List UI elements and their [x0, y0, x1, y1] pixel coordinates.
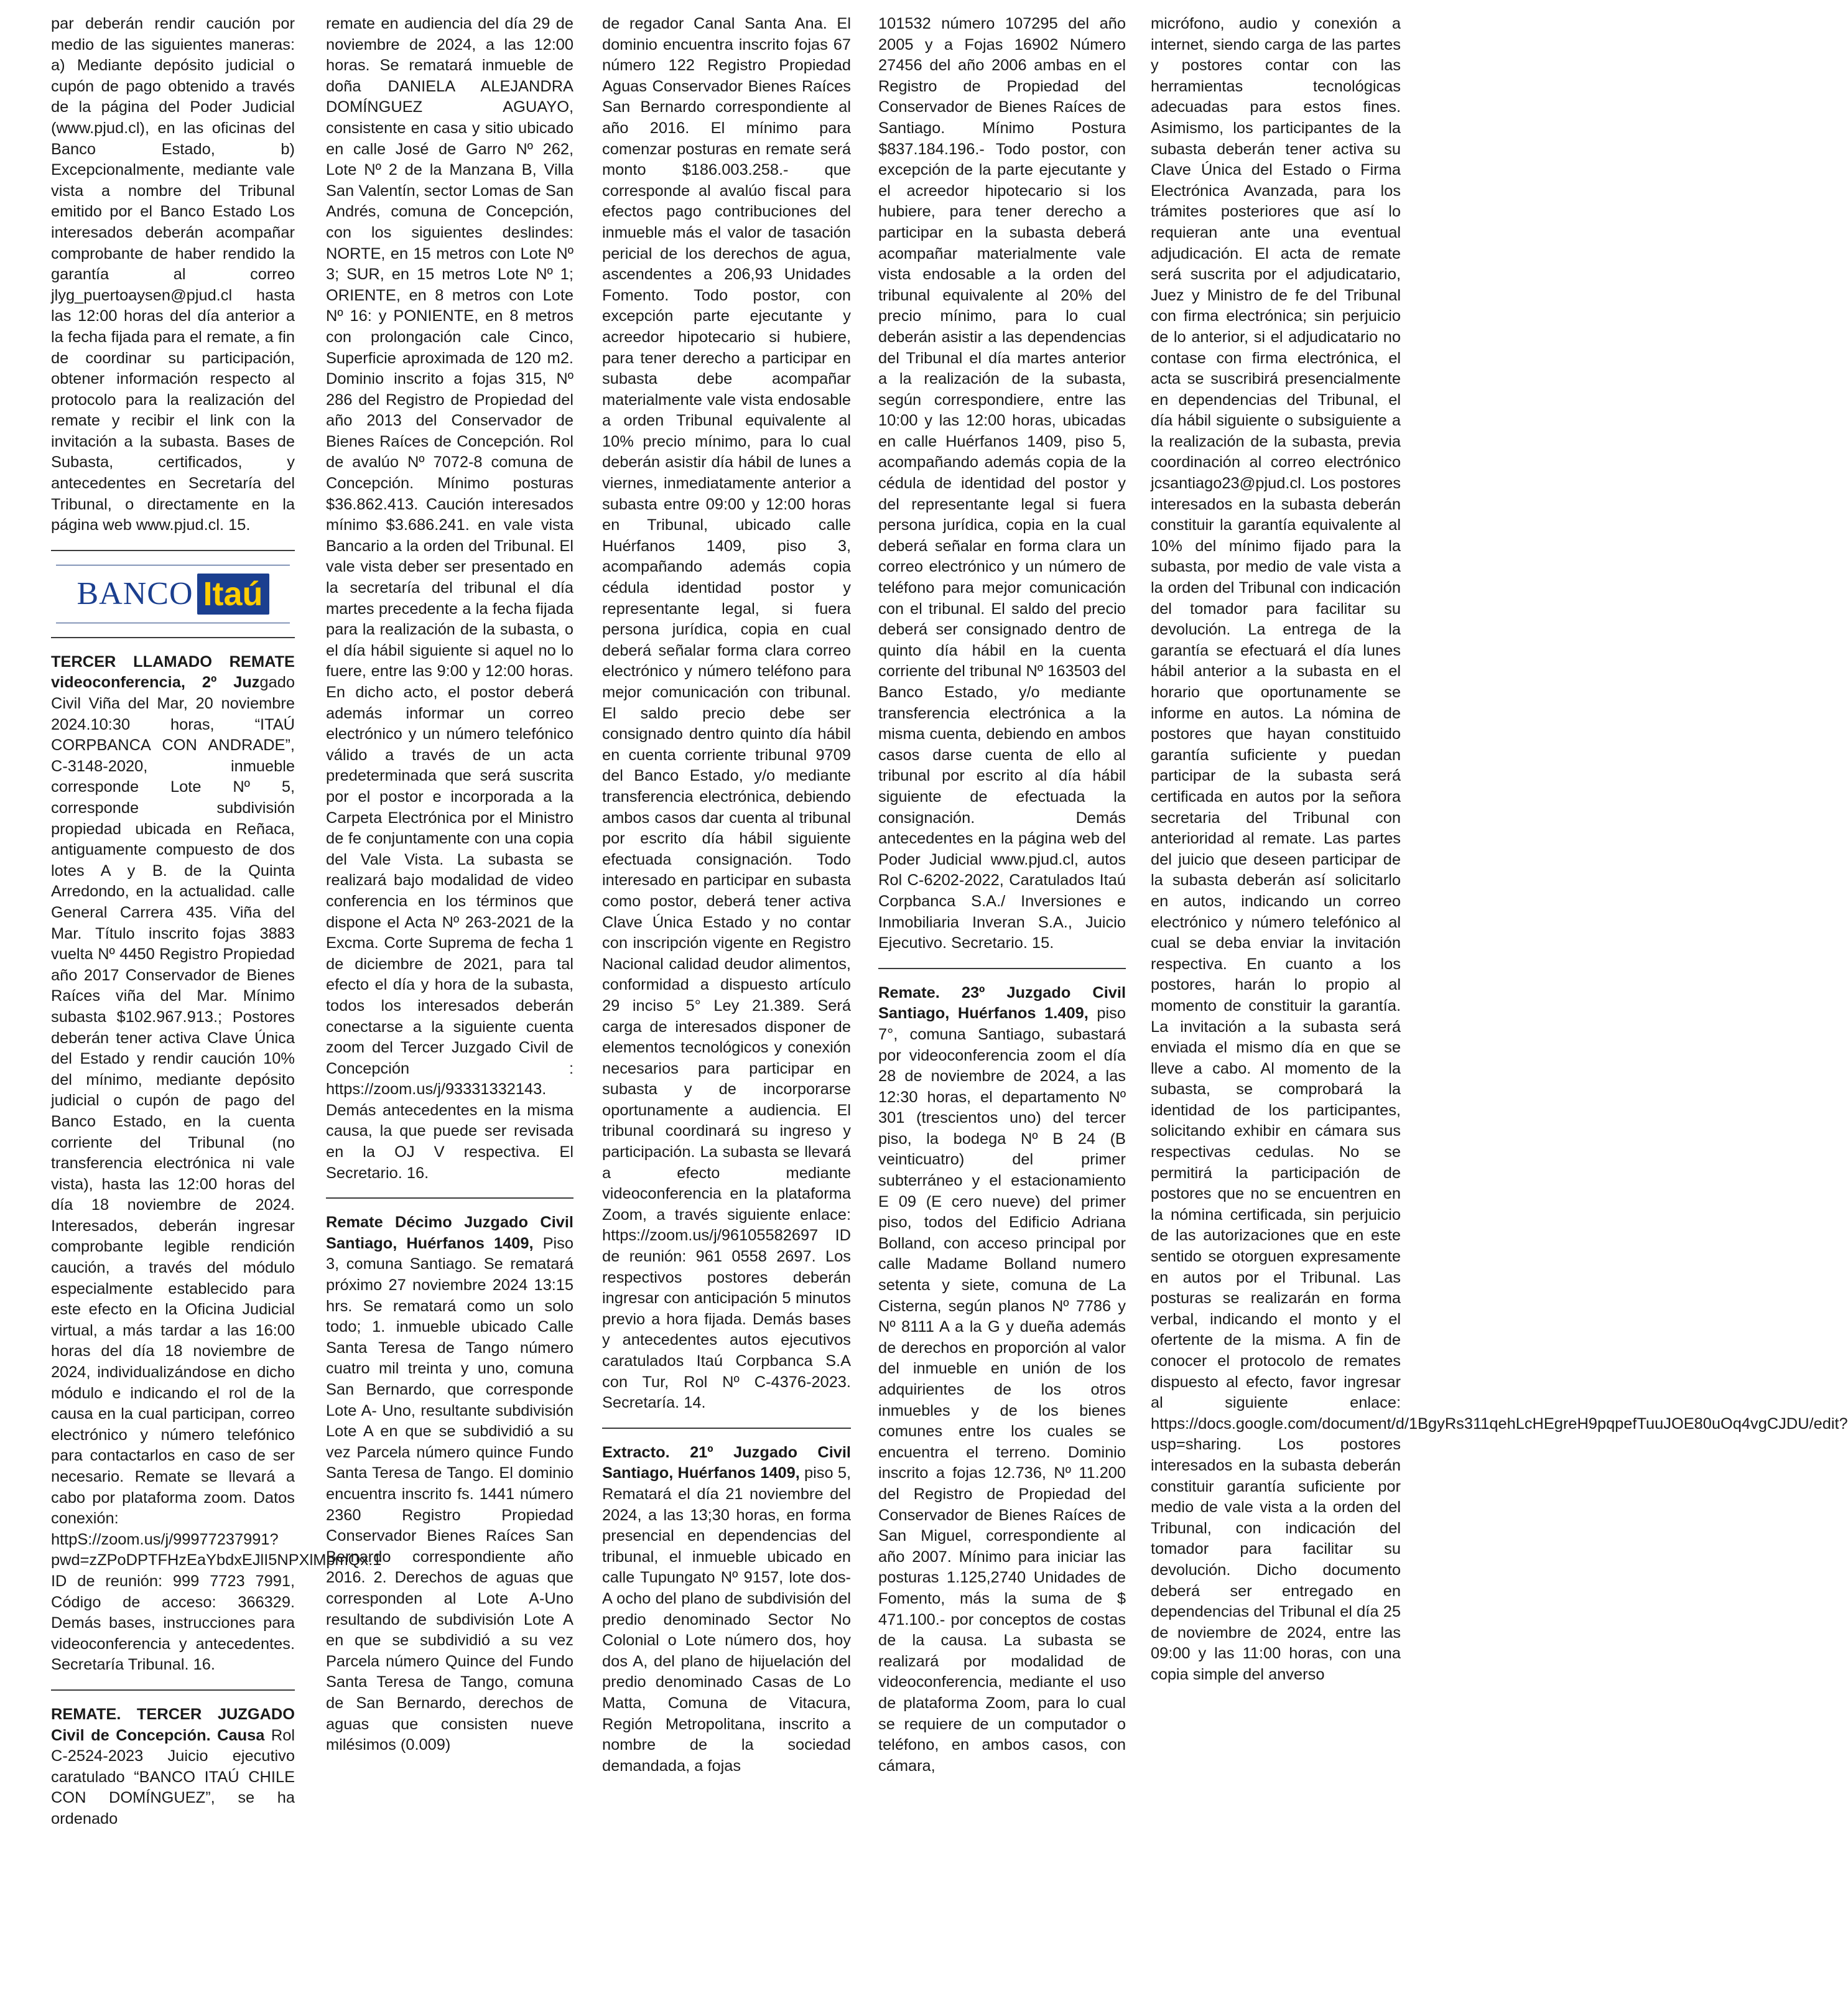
divider	[51, 1689, 295, 1691]
notice-body: Rol C-2524-2023 Juicio ejecutivo caratulado “BANCO ITAÚ CHILE CON DOMÍNGUEZ”, se ha ordenado	[51, 1726, 295, 1828]
divider	[878, 968, 1126, 969]
notice-decimo-juzgado	[326, 1212, 573, 1755]
continued-notice-text: 101532 número 107295 del año 2005 y a Fojas 16902 Número 27456 del año 2006 ambas en el Registro de Propiedad del Conservador de Bienes Raíces de Santiago. Mínimo Postura $837.184.196.- Todo postor, con excepción de la parte ejecutante y el acreedor hipotecario si los hubiere, para tener derecho a participar en la subasta deberá acompañar materialmente vale vista endosable a la orden del tribunal equivalente al 20% del precio mínimo, para lo cual deberán asistir a las dependencias del Tribunal el día martes anterior a la realización de la subasta, según correspondiere, entre las 10:00 y las 12:00 horas, ubicadas en calle Huérfanos 1409, piso 5, acompañando además copia de la cédula de identidad del postor y del representante legal si fuera persona jurídica, copia en la cual deberá señalar en forma clara un correo electrónico y un número de teléfono para mejor comunicación con el tribunal. El saldo del precio deberá ser consignado dentro de quinto día hábil en la cuenta corriente del tribunal Nº 163503 del Banco Estado, y/o mediante transferencia electrónica a la misma cuenta, debiendo en ambos casos darse cuenta de ello al tribunal por escrito al día hábil siguiente de efectuada la consignación. Demás antecedentes en la página web del Poder Judicial www.pjud.cl, autos Rol C-6202-2022, Caratulados Itaú Corpbanca S.A./ Inversiones e Inmobiliaria Inveran S.A., Juicio Ejecutivo. Secretario. 15.	[878, 15, 1126, 952]
divider	[602, 1428, 851, 1429]
divider	[51, 637, 295, 638]
notice-heading: Remate. 23º Juzgado Civil Santiago, Huérfanos 1.409,	[878, 983, 1126, 1023]
notice-vina-del-mar	[51, 652, 382, 1676]
notice-body: gado Civil Viña del Mar, 20 noviembre 2024.10:30 horas, “ITAÚ CORPBANCA CON ANDRADE”, C-3148-2020, inmueble corresponde Lote Nº 5, corresponde subdivisión propiedad ubicada en Reñaca, antiguamente compuesto de dos lotes A y B. de la Quinta Arredondo, en la actualidad. calle General Carrera 435. Viña del Mar. Título inscrito fojas 3883 vuelta Nº 4450 Registro Propiedad año 2017 Conservador de Bienes Raíces viña del Mar. Mínimo subasta $102.967.913.; Postores deberán tener activa Clave Única del Estado y rendir caución 10% del mínimo, mediante depósito judicial o cupón de pago del Banco Estado, en la cuenta corriente del Tribunal (no transferencia electrónica ni vale vista), hasta las 12:00 horas del día 18 noviembre de 2024. Interesados, deberán ingresar comprobante legible rendición caución, a través del módulo especialmente establecido para este efecto en la Oficina Judicial virtual, a más tardar a las 16:00 horas del día 18 noviembre de 2024, individualizándose en dicho módulo e indicando el rol de la causa en la cual participan, correo electrónico y número telefónico para contactarlos en caso de ser necesario. Remate se llevará a cabo por plataforma zoom. Datos conexión: httpS://zoom.us/j/99977237991?pwd=zZPoDPTFHzEaYbdxEJlI5NPXlMpmQx.1 ID de reunión: 999 7723 7991, Código de acceso: 366329. Demás bases, instrucciones para videoconferencia y antecedentes. Secretaría Tribunal. 16.	[51, 674, 382, 1674]
notice-concepcion	[51, 1704, 295, 1830]
continued-notice-text: micrófono, audio y conexión a internet, siendo carga de las partes y postores contar con las herramientas tecnológicas adecuadas para estos fines. Asimismo, los participantes de la subasta deberán tener activa su Clave Única del Estado o Firma Electrónica Avanzada, para los trámites posteriores que así lo requieran ante una eventual adjudicación. El acta de remate será suscrita por el adjudicatario, Juez y Ministro de fe del Tribunal con firma electrónica; sin perjuicio de lo anterior, si el adjudicatario no contase con firma electrónica, el acta se suscribirá presencialmente en dependencias del Tribunal, el día hábil siguiente o subsiguiente a la realización de la subasta, previa coordinación al correo electrónico jcsantiago23@pjud.cl. Los postores interesados en la subasta deberán constituir la garantía equivalente al 10% del mínimo fijado para la subasta, por medio de vale vista a la orden del Tribunal con indicación del tomador para facilitar su devolución. La entrega de la garantía se efectuará el día lunes hábil anterior a la subasta en el horario que oportunamente se informe en autos. La nómina de postores que hayan constituido garantía suficiente y puedan participar de la subasta será certificada en autos por la señora secretaria del Tribunal con anterioridad al remate. Las partes del juicio que deseen participar de la subasta deberán así solicitarlo en autos, indicando un correo electrónico y número telefónico al cual se deba enviar la invitación respectiva. En cuanto a los postores, harán lo propio al momento de constituir la garantía. La invitación a la subasta será enviada el mismo día en que se lleve a cabo. Al momento de la subasta, se comprobará la identidad de los participantes, solicitando exhibir en cámara sus respectivas cedulas. No se permitirá la participación de postores que no se encuentren en la nómina certificada, sin perjuicio de las autorizaciones que en este sentido se otorguen expresamente en autos por el Tribunal. Las posturas se realizarán en forma verbal, indicando el monto y el ofertente de la misma. A fin de conocer el protocolo de remates dispuesto al efecto, favor ingresar al siguiente enlace: https://docs.google.com/document/d/1BgyRs311qehLcHEgreH9pqpefTuuJOE80uOq4vgCJDU/edit?usp=sharing. Los postores interesados en la subasta deberán constituir garantía suficiente por medio de vale vista a la orden del Tribunal, con indicación del tomador para facilitar su devolución. Dicho documento deberá ser entregado en dependencias del Tribunal el día 25 de noviembre de 2024, entre las 09:00 y las 11:00 horas, con una copia simple del anverso	[1151, 15, 1848, 1683]
continued-notice-text: remate en audiencia del día 29 de noviembre de 2024, a las 12:00 horas. Se rematará inmueble de doña DANIELA ALEJANDRA DOMÍNGUEZ AGUAYO, consistente en casa y sitio ubicado en calle José de Garro Nº 262, Lote Nº 2 de la Manzana B, Villa San Valentín, sector Lomas de San Andrés, comuna de Concepción, con los siguientes deslindes: NORTE, en 15 metros con Lote Nº 3; SUR, en 15 metros Lote Nº 1; ORIENTE, en 8 metros con Lote Nº 16: y PONIENTE, en 8 metros con prolongación cale Cinco, Superficie aproximada de 120 m2. Dominio inscrito a fojas 315, Nº 286 del Registro de Propiedad del año 2013 del Conservador de Bienes Raíces de Concepción. Rol de avalúo Nº 7072-8 comuna de Concepción. Mínimo posturas $36.862.413. Caución interesados mínimo $3.686.241. en vale vista Bancario a la orden del Tribunal. El vale vista deber ser presentado en la secretaría del tribunal el día martes precedente a la fecha fijada para la realización de la subasta, o el día hábil siguiente si aquel no lo fuere, entre las 9:00 y 12:00 horas. En dicho acto, el postor deberá además informar un correo electrónico y un número telefónico válido a través de un acta predeterminada que será suscrita por el postor e incorporada a la Carpeta Electrónica por el Ministro de fe conjuntamente con una copia del Vale Vista. La subasta se realizará bajo modalidad de video conferencia en los términos que dispone el Acta Nº 263-2021 de la Excma. Corte Suprema de fecha 1 de diciembre de 2021, para tal efecto el día y hora de la subasta, todos los interesados deberán conectarse a la siguiente cuenta zoom del Tercer Juzgado Civil de Concepción : https://zoom.us/j/93331332143. Demás antecedentes en la misma causa, la que puede ser revisada en la OJ V respectiva. El Secretario. 16.	[326, 15, 573, 1182]
column-2	[326, 14, 573, 1986]
divider	[326, 1197, 573, 1199]
logo-itau-text: Itaú	[197, 574, 269, 615]
logo-banco-text: BANCO	[77, 576, 193, 612]
continued-notice-text: par deberán rendir caución por medio de las siguientes maneras: a) Mediante depósito judicial o cupón de pago obtenido a través de la página del Poder Judicial (www.pjud.cl), en las oficinas del Banco Estado, b) Excepcionalmente, mediante vale vista a nombre del Tribunal emitido por el Banco Estado Los interesados deberán acompañar comprobante de haber rendido la garantía al correo jlyg_puertoaysen@pjud.cl hasta las 12:00 horas del día anterior a la fecha fijada para el remate, a fin de coordinar su participación, obtener información respecto al protocolo para la realización del remate y recibir el link con la invitación a la subasta. Bases de Subasta, certificados, y antecedentes en Secretaría del Tribunal, o directamente en la página web www.pjud.cl. 15.	[51, 15, 295, 534]
notice-23-juzgado	[878, 983, 1126, 1777]
column-4	[878, 14, 1126, 1986]
divider	[51, 550, 295, 551]
column-1	[51, 14, 382, 1986]
notice-body: Piso 3, comuna Santiago. Se rematará próximo 27 noviembre 2024 13:15 hrs. Se rematará como un solo todo; 1. inmueble ubicado Calle Santa Teresa de Tango número cuatro mil treinta y uno, comuna San Bernardo, que corresponde Lote A- Uno, resultante subdivisión Lote A en que se subdividió a su vez Parcela número quince Fundo Santa Teresa de Tango. El dominio encuentra inscrito fs. 1441 número 2360 Registro Propiedad Conservador Bienes Raíces San Bernardo correspondiente año 2016. 2. Derechos de aguas que corresponden al Lote A-Uno resultando de subdivisión Lote A en que se subdividió a su vez Parcela número Quince del Fundo Santa Teresa de Tango, comuna de San Bernardo, derechos de aguas que consisten nueve milésimos (0.009)	[326, 1234, 573, 1754]
notice-heading: Extracto. 21º Juzgado Civil Santiago, Huérfanos 1409,	[602, 1443, 851, 1482]
column-3	[602, 14, 851, 1986]
notice-heading: TERCER LLAMADO REMATE videoconferencia, 2º Juz	[51, 653, 295, 692]
banco-itau-logo	[56, 565, 290, 623]
continued-notice-text: de regador Canal Santa Ana. El dominio encuentra inscrito fojas 67 número 122 Registro Propiedad Aguas Conservador Bienes Raíces San Bernardo correspondiente al año 2016. El mínimo para comenzar posturas en remate será monto $186.003.258.- que corresponde al avalúo fiscal para efectos pago contribuciones del inmueble más el valor de tasación pericial de los derechos de agua, ascendentes a 206,93 Unidades Fomento. Todo postor, con excepción parte ejecutante y acreedor hipotecario si hubiere, para tener derecho a participar en subasta debe acompañar materialmente vale vista endosable a orden Tribunal equivalente al 10% precio mínimo, para lo cual deberán asistir día hábil de lunes a viernes, inmediatamente anterior a subasta entre 09:00 y 12:00 horas en Tribunal, ubicado calle Huérfanos 1409, piso 3, acompañando además copia cédula identidad postor y representante legal, si fuera persona jurídica, copia en cual deberá señalar forma clara correo electrónico y número teléfono para mejor comunicación con tribunal. El saldo precio debe ser consignado dentro quinto día hábil en cuenta corriente tribunal 9709 del Banco Estado, y/o mediante transferencia electrónica, debiendo ambos casos dar cuenta al tribunal por escrito día hábil siguiente efectuada consignación. Todo interesado en participar en subasta como postor, deberá tener activa Clave Única Estado y no contar con inscripción vigente en Registro Nacional calidad deudor alimentos, conformidad a dispuesto artículo 29 inciso 5° Ley 21.389. Será carga de interesados disponer de elementos tecnológicos y conexión necesarios para participar en subasta y de incorporarse oportunamente a audiencia. El tribunal coordinará su ingreso y participación. La subasta se llevará a efecto mediante videoconferencia en la plataforma Zoom, a través siguiente enlace: https://zoom.us/j/96105582697 ID de reunión: 961 0558 2697. Los respectivos postores deberán ingresar con anticipación 5 minutos previo a hora fijada. Demás bases y antecedentes autos ejecutivos caratulados Itaú Corpbanca S.A con Tur, Rol Nº C-4376-2023. Secretaría. 14.	[602, 15, 851, 1412]
notice-body: piso 5, Rematará el día 21 noviembre del 2024, a las 13;30 horas, en forma presencial en dependencias del tribunal, el inmueble ubicado en calle Tupungato Nº 9157, lote dos-A ocho del plano de subdivisión del predio denominado Sector No Colonial o Lote número dos, hoy dos A, del plano de hijuelación del predio denominado Casas de Lo Matta, Comuna de Vitacura, Región Metropolitana, inscrito a nombre de la sociedad demandada, a fojas	[602, 1464, 851, 1775]
notice-body: piso 7°, comuna Santiago, subastará por videoconferencia zoom el día 28 de noviembre de 2024, a las 12:30 horas, el departamento Nº 301 (trescientos uno) del tercer piso, la bodega Nº B 24 (B veinticuatro) del primer subterráneo y el estacionamiento E 09 (E cero nueve) del primer piso, todos del Edificio Adriana Bolland, con acceso principal por calle Madame Bolland numero setenta y siete, comuna de La Cisterna, según planos Nº 7786 y Nº 8111 A a la G y dueña además de derechos en proporción al valor del inmueble en unión de los adquirientes de los otros inmuebles y de los bienes comunes entre los cuales se encuentra el terreno. Dominio inscrito a fojas 12.736, Nº 11.200 del Registro de Propiedad del Conservador de Bienes Raíces de San Miguel, correspondiente al año 2007. Mínimo para iniciar las posturas 1.125,2740 Unidades de Fomento, más la suma de $ 471.100.- por conceptos de costas de la causa. La subasta se realizará por modalidad de videoconferencia, mediante el uso de plataforma Zoom, para lo cual se requiere de un computador o teléfono, en ambos casos, con cámara,	[878, 1005, 1126, 1775]
notice-21-juzgado	[602, 1442, 851, 1777]
notice-heading: REMATE. TERCER JUZGADO Civil de Concepción. Causa	[51, 1705, 295, 1744]
notice-heading: Remate Décimo Juzgado Civil Santiago, Huérfanos 1409,	[326, 1214, 573, 1252]
column-5	[1151, 14, 1848, 1986]
